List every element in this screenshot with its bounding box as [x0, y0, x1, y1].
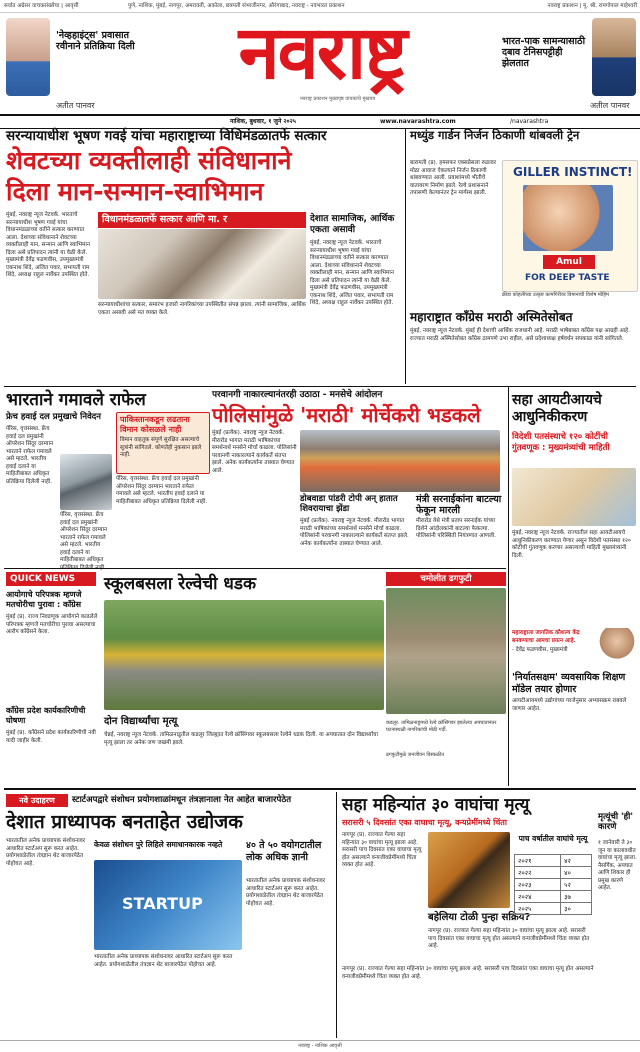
ai-body-text: मुंबई, नवराष्ट्र न्यूज नेटवर्क. राज्यातील सहा आयटीआयचे आधुनिकीकरण करण्यात येणार असून विदेशी पतसंस्था १२० कोटींची गुंतवणूक करणार असल्याची माहिती मुख्यमंत्र्यांनी दिली.: [512, 530, 631, 559]
startup-kicker: स्टार्टअपद्वारे संशोधन प्रयोगशाळांमधून तंत्रज्ञानाला नेत आहेत बाजारपेठेत: [72, 795, 292, 805]
amul-ad-tagline: FOR DEEP TASTE: [525, 273, 610, 283]
police-kicker: परवानगी नाकारल्यानंतरही उठाठा - मनसेचे आंदोलन: [212, 390, 383, 400]
tiger-table-year: २०२३: [515, 879, 561, 891]
rafale-body-2-text: पॅरिस, वृत्तसंस्था. फ्रेंच हवाई दल प्रमुखांनी ऑपरेशन सिंदूर दरम्यान भारताने राफेल गमावले असे म्हटले. भारतीय हवाई दलाने या माहितीबाबत अधिकृत: [60, 512, 108, 563]
bus-sub: दोन विद्यार्थ्यांचा मृत्यू: [104, 716, 178, 727]
lead-sub-body-text: सरन्यायाधीशांचा सत्कार, समारंभ हजारो नागरिकांच्या उपस्थितीत संपन्न झाला. त्यांनी सामाजिक, आर्थिक एकता असावी असे मत व्यक्त केले.: [98, 302, 306, 316]
congress-headline: महाराष्ट्रात काँग्रेस मराठी अस्मितेसोबत: [410, 310, 573, 324]
amul-ad-figure: [523, 185, 613, 251]
amul-ad-brand: Amul: [543, 255, 595, 269]
top-line-right: नवराष्ट्र प्रकाशन | मु. श्री. रामगोपाल माहेश्वरी: [547, 3, 637, 9]
rafale-side-body: [120, 437, 206, 471]
ai-sub2: 'निर्यातसक्षम' व्यवसायिक शिक्षण मॉडेल तयार होणार: [512, 672, 626, 695]
startup-graphic-word: STARTUP: [122, 894, 203, 913]
amul-ad: [502, 160, 638, 292]
tiger-body-2: [428, 928, 594, 964]
tiger-table-count: ५२: [561, 879, 592, 891]
tiger-body: [342, 832, 424, 962]
promo-left-title: 'नेव्हहाइंट्स' प्रवासात रवीनाने प्रतिक्रिया दिली: [56, 30, 135, 52]
quicknews-item1-headline: आयोगाचे परिपत्रक म्हणजे मतचोरीचा पुरावा : काँग्रेस: [6, 590, 82, 609]
flood-photo: [386, 588, 506, 714]
tiger-table-row: [515, 903, 592, 915]
quicknews-item2-body-text: मुंबई (प्र). काँग्रेसने प्रदेश कार्यकारिणीची नवी यादी जाहीर केली.: [6, 730, 96, 744]
dateline-social[interactable]: /navarashtra: [510, 118, 549, 125]
ai-headline: सहा आयटीआयचे आधुनिकीकरण: [512, 392, 602, 425]
ai-cm-photo: [598, 628, 636, 666]
ai-sub: विदेशी पतसंस्थाचे १२० कोटींची गुंतवणूक : मुख्यमंत्र्यांची माहिती: [512, 432, 610, 453]
ai-quote-text: महाराष्ट्राला जागतिक कौशल्य केंद्र बनवण्याचा आमचा प्रयत्न आहे.: [512, 630, 580, 644]
tiger-table-row: [515, 891, 592, 903]
tagline: नवराष्ट्र प्रकाशन मुख्यपृष्ठ वाचकांचे मुखपत्र: [300, 96, 376, 102]
bus-photo: [104, 600, 384, 710]
rafale-body-2: [60, 512, 112, 566]
train-body-text: बारामती (प्र). हमसफर एक्सप्रेसला रुळावर मोठा आवाज ऐकल्याने निर्जन ठिकाणी थांबवण्यात आली. प्रवाशांमध्ये भीतीचे वातावरण निर्माण झाले. रेल्वे प्रशासनाने तपासणी केल्यानंतर ट्रेन मार्गस्थ झाली.: [410, 160, 497, 196]
tiger-side-body-text: १ जानेवारी ते ३० जून या कालावधीत वाघांचा मृत्यू झाला. नैसर्गिक, अपघात आणि शिकार ही प्रमुख कारणे आहेत.: [598, 840, 637, 891]
startup-tag: नवे उदाहरण: [6, 794, 68, 807]
rafale-body-3: [116, 476, 208, 566]
startup-headline: देशात प्राध्यापक बनताहेत उद्योजक: [6, 811, 243, 833]
tiger-side-kicker: मृत्यूंची 'ही' कारणे: [598, 812, 633, 832]
rafale-body: [6, 426, 58, 564]
column-rule-right: [508, 386, 509, 786]
tiger-table-title: पाच वर्षातील वाघांचे मृत्यू: [518, 834, 588, 843]
masthead: [0, 12, 640, 114]
ai-quote: [512, 630, 594, 660]
tiger-photo-caption: बहेलिया टोळी पुन्हा सक्रिय?: [428, 912, 531, 923]
rafale-side-box: [116, 412, 210, 474]
police-body: [212, 430, 298, 565]
column-rule: [405, 128, 406, 384]
amul-ad-caption: क्रीडा कोहलीच्या उत्कृष्ट कामगिरीवर विमानाची विशेष मोहिम: [502, 292, 610, 298]
police-headline: पोलिसांमुळे 'मराठी' मोर्चेकरी भडकले: [212, 403, 481, 427]
flood-title: ढगफुटीमुळे जनजीवन विस्कळीत: [386, 752, 445, 758]
promo-right-photo: [592, 18, 636, 96]
lead-photo-banner: विधानमंडळातर्फे सत्कार आणि मा. र: [98, 212, 306, 228]
tiger-side-body: [598, 840, 638, 1036]
logo: नवराष्ट्र: [238, 10, 406, 96]
train-body: [410, 160, 498, 300]
startup-body-text: भारतातील अनेक प्राध्यापक संशोधनावर आधारित स्टार्टअप सुरू करत आहेत. प्रयोगशाळेतील तंत्रज्ञान थेट बाजारपेठेत पोहोचत आहे.: [6, 838, 86, 867]
top-line-center: पुणे, नाशिक, मुंबई, नागपूर, अमरावती, अकोला, छत्रपती संभाजीनगर, औरंगाबाद, नवराष्ट्र - नवभारत प्रकाशन: [128, 3, 345, 9]
police-right-body: [416, 518, 504, 566]
rafale-sub: फ्रेच हवाई दल प्रमुखाचे निवेदन: [6, 412, 102, 422]
bus-headline: स्कूलबसला रेल्वेची धडक: [104, 574, 257, 594]
section-rule-2: [4, 568, 506, 569]
police-photo-caption: डोबवाडा पांडरी टोपी अन् हातात शिवरायाचा झेंडा: [300, 494, 398, 514]
congress-body-text: मुंबई, नवराष्ट्र न्यूज नेटवर्क. मुंबई ही देशाची आर्थिक राजधानी आहे. मराठी भाषेबाबत काँग्रेस पक्ष आग्रही आहे. राज्यात मराठी अस्मितेसोबत काँग्रेस ठामपणे उभा राहील, असे प्रदेशाध्यक्ष हर्षवर्धन सपकाळ यांनी सांगितले.: [410, 328, 630, 342]
lead-kicker: सरन्यायाधीश भूषण गवई यांचा महाराष्ट्राच्या विधिमंडळातर्फे सत्कार: [6, 128, 327, 144]
lead-body-text: मुंबई, नवराष्ट्र न्यूज नेटवर्क. भारताचे सरन्यायाधीश भूषण गवई यांचा विधानमंडळाच्या वतीने सत्कार करण्यात आला. देशाच्या संविधानाने शेवटच्या व्यक्तीलाही मान, सन्मान आणि स्वाभिमान दिला असे प्रतिपादन त्यांनी या वेळी केले. मुख्यमंत्री देवेंद्र फडणवीस, उपमुख्यमंत्री एकनाथ शिंदे, अजित पवार, सभापती राम शिंदे, अध्यक्ष राहुल नार्वेकर उपस्थित होते.: [6, 212, 90, 278]
rafale-body-3-text: पॅरिस, वृत्तसंस्था. फ्रेंच हवाई दल प्रमुखांनी ऑपरेशन सिंदूर दरम्यान भारताने राफेल गमावले असे म्हटले. भारतीय हवाई दलाने या माहितीबाबत अधिकृत प्रतिक्रिया दिलेली नाही.: [116, 476, 208, 505]
promo-left-photo: [6, 18, 50, 96]
tiger-photo: [428, 832, 510, 908]
bus-photo-caption: कडलूर. तामिळनाडूमध्ये रेल्वे क्रॉसिंगवर झालेल्या अपघातानंतर घटनास्थळी नागरिकांची मोठी गर्दी.: [386, 720, 497, 733]
rafale-side-headline: पाकिस्तानकडून लढताना विमान कोसळले नाही: [120, 415, 190, 434]
section-rule-1: [4, 386, 636, 387]
amul-ad-title: GILLER INSTINCT!: [513, 165, 633, 179]
quicknews-item1-body-text: मुंबई (प्र). राज्य निवडणूक आयोगाने काढलेले परिपत्रक म्हणजे मतचोरीचा पुरावा असल्याचा आरोप काँग्रेसने केला.: [6, 614, 98, 635]
train-headline: मध्युंड गार्डन निर्जन ठिकाणी थांबवली ट्रेन: [410, 128, 580, 142]
tiger-table-count: ४२: [561, 855, 592, 867]
tiger-table-year: २०२१: [515, 855, 561, 867]
promo-right-title: भारत-पाक सामन्यासाठी दबाव टेनिसपट्टीही झेलतात: [502, 36, 586, 69]
quicknews-item1-body: [6, 614, 98, 702]
tiger-table-year: २०२५: [515, 903, 561, 915]
tiger-table: [514, 854, 592, 915]
lead-side-text-p: मुंबई, नवराष्ट्र न्यूज नेटवर्क. भारताचे सरन्यायाधीश भूषण गवई यांचा विधानमंडळाच्या वतीने सत्कार करण्यात आला. देशाच्या संविधानाने शेवटच्या व्यक्तीलाही मान, सन्मान आणि स्वाभिमान दिला असे प्रतिपादन त्यांनी या वेळी केले. मुख्यमंत्री देवेंद्र फडणवीस, उपमुख्यमंत्री एकनाथ शिंदे, अजित पवार, सभापती राम शिंदे, अध्यक्ष राहुल नार्वेकर उपस्थित होते.: [310, 240, 394, 306]
rafale-body-text: पॅरिस, वृत्तसंस्था. फ्रेंच हवाई दल प्रमुखांनी ऑपरेशन सिंदूर दरम्यान भारताने राफेल गमावले असे म्हटले. भारतीय हवाई दलाने या माहितीबाबत अधिकृत प्रतिक्रिया दिलेली नाही.: [6, 426, 54, 485]
promo-left-column: अतीत पानवर: [56, 101, 95, 110]
tiger-table-year: २०२४: [515, 891, 561, 903]
quicknews-item2-body: [6, 730, 98, 780]
bus-body-text: चेन्नई, नवराष्ट्र न्यूज नेटवर्क. तामिळनाडूतील कडलूर जिल्ह्यात रेल्वे क्रॉसिंगवर स्कूलबसला रेल्वेने धडक दिली. या अपघातात दोन विद्यार्थ्यांचा मृत्यू झाला तर अनेक जण जखमी झाले.: [104, 732, 378, 746]
police-photo: [300, 430, 500, 492]
ai-body: [512, 530, 636, 626]
quicknews-label: QUICK NEWS: [6, 572, 96, 586]
lead-side-text: [310, 240, 402, 380]
dateline-city-date: नाशिक, बुधवार, १ जुने २०२५: [230, 118, 296, 125]
ai-quote-by: - देवेंद्र फडणवीस, मुख्यमंत्री: [512, 647, 568, 653]
tiger-table-row: [515, 879, 592, 891]
lead-sub-body: [98, 302, 306, 380]
promo-right-column: अतील पानवर: [590, 101, 630, 110]
police-right-body-text: मीरारोड येथे मंत्री प्रताप सरनाईक यांच्या दिशेने आंदोलकांनी बाटल्या फेकल्या. पोलिसांनी परिस्थिती नियंत्रणात आणली.: [416, 518, 496, 539]
police-body-text: मुंबई (प्रत्येक). नवराष्ट्र न्यूज नेटवर्क. मीरारोड भागात मराठी भाषिकांच्या समर्थनार्थ मनसेने मोर्चा काढला. पोलिसांनी परवानगी नाकारल्याने कार्यकर्ते संतप्त झाले. अनेक कार्यकर्त्यांना ताब्यात घेण्यात आले.: [212, 430, 297, 474]
rafale-side-body-text: विमान वाहतूक संपूर्ण सुरक्षित असल्याचे सूत्रांनी सांगितले. कोणतेही नुकसान झाले नाही.: [120, 437, 202, 458]
rafale-headline: भारताने गमावले राफेल: [6, 390, 146, 410]
police-body-2-text: मुंबई (प्रत्येक). नवराष्ट्र न्यूज नेटवर्क. मीरारोड भागात मराठी भाषिकांच्या समर्थनार्थ मनसेने मोर्चा काढला. पोलिसांनी परवानगी नाकारल्याने कार्यकर्ते संतप्त झाले. अनेक कार्यकर्त्यांना ताब्यात घेण्यात आले.: [300, 518, 409, 547]
column-rule-bottom: [336, 792, 337, 1038]
promo-left[interactable]: [0, 14, 150, 112]
startup-body-3-text: भारतातील अनेक प्राध्यापक संशोधनावर आधारित स्टार्टअप सुरू करत आहेत. प्रयोगशाळेतील तंत्रज्ञान थेट बाजारपेठेत पोहोचत आहे.: [246, 878, 326, 907]
ai-body2: [512, 698, 636, 784]
bus-body: [104, 732, 384, 782]
tiger-table-row: [515, 855, 592, 867]
tiger-headline: सहा महिन्यांत ३० वाघांचा मृत्यू: [342, 795, 530, 815]
quicknews-item2-headline: काँग्रेस प्रदेश कार्यकारिणीची घोषणा: [6, 706, 86, 725]
tiger-body-3-text: नागपूर (प्र). राज्यात गेल्या सहा महिन्यांत ३० वाघांचा मृत्यू झाला आहे. सरासरी पाच दिवसांत एका वाघाचा मृत्यू होत असल्याने वन्यजीवप्रेमींमध्ये चिंता व्यक्त होत आहे.: [342, 966, 594, 980]
startup-graphic: [94, 860, 242, 950]
lead-photo: [98, 229, 306, 299]
tiger-table-count: ४०: [561, 867, 592, 879]
lead-body: [6, 212, 94, 380]
rafale-photo: [60, 454, 112, 510]
tiger-body-text: नागपूर (प्र). राज्यात गेल्या सहा महिन्यांत ३० वाघांचा मृत्यू झाला आहे. सरासरी पाच दिवसांत एका वाघाचा मृत्यू होत असल्याने वन्यजीवप्रेमींमध्ये चिंता व्यक्त होत आहे.: [342, 832, 422, 868]
tiger-body-2-text: नागपूर (प्र). राज्यात गेल्या सहा महिन्यांत ३० वाघांचा मृत्यू झाला आहे. सरासरी पाच दिवसांत एका वाघाचा मृत्यू होत असल्याने वन्यजीवप्रेमींमध्ये चिंता व्यक्त होत आहे.: [428, 928, 590, 949]
promo-right[interactable]: [498, 14, 640, 112]
police-right-headline: मंत्री सरनाईकांना बाटल्या फेकून मारली: [416, 494, 502, 516]
startup-graphic-title: केवळ संशोधन पुरे लिहिले समाधानकारक नव्हते: [94, 840, 223, 849]
dateline-web[interactable]: www.navarashtra.com: [380, 118, 456, 125]
flood-label: चमोलीत ढगफुटी: [386, 572, 506, 586]
tiger-table-count: ३०: [561, 903, 592, 915]
startup-body-3: [246, 878, 332, 1036]
footer: नवराष्ट्र - नाशिक आवृत्ती: [0, 1040, 640, 1052]
tiger-table-count: ३७: [561, 891, 592, 903]
tiger-table-year: २०२२: [515, 867, 561, 879]
lead-headline-1: शेवटच्या व्यक्तीलाही संविधानाने: [6, 146, 292, 175]
section-rule-3: [4, 788, 636, 790]
ai-body2-text: आयटीआयमध्ये उद्योगांच्या गरजेनुसार अभ्यासक्रम राबवले जाणार आहेत.: [512, 698, 627, 712]
startup-stat: ४० ते ५० वयोगटातील लोक अधिक ज्ञानी: [246, 840, 322, 863]
tiger-sub: सरासरी ५ दिवसांत एका वाघाचा मृत्यू, वन्यप्रेमींमध्ये चिंता: [342, 818, 507, 827]
startup-body-2-text: भारतातील अनेक प्राध्यापक संशोधनावर आधारित स्टार्टअप सुरू करत आहेत. प्रयोगशाळेतील तंत्रज्ञान थेट बाजारपेठेत पोहोचत आहे.: [94, 954, 233, 968]
ai-photo: [512, 468, 636, 526]
dateline: [0, 114, 640, 129]
tiger-table-row: [515, 867, 592, 879]
tiger-body-3: [342, 966, 594, 1036]
startup-body: [6, 838, 90, 1036]
lead-photo-caption: देशात सामाजिक, आर्थिक एकता असावी: [310, 214, 395, 235]
startup-body-2: [94, 954, 242, 1036]
top-line-left: सर्वात अग्रेसर वाचकसंख्येचा | आवृत्ती: [4, 3, 79, 9]
congress-body: [410, 328, 636, 384]
lead-headline-2: दिला मान-सन्मान-स्वाभिमान: [6, 177, 264, 206]
police-body-2: [300, 518, 410, 566]
